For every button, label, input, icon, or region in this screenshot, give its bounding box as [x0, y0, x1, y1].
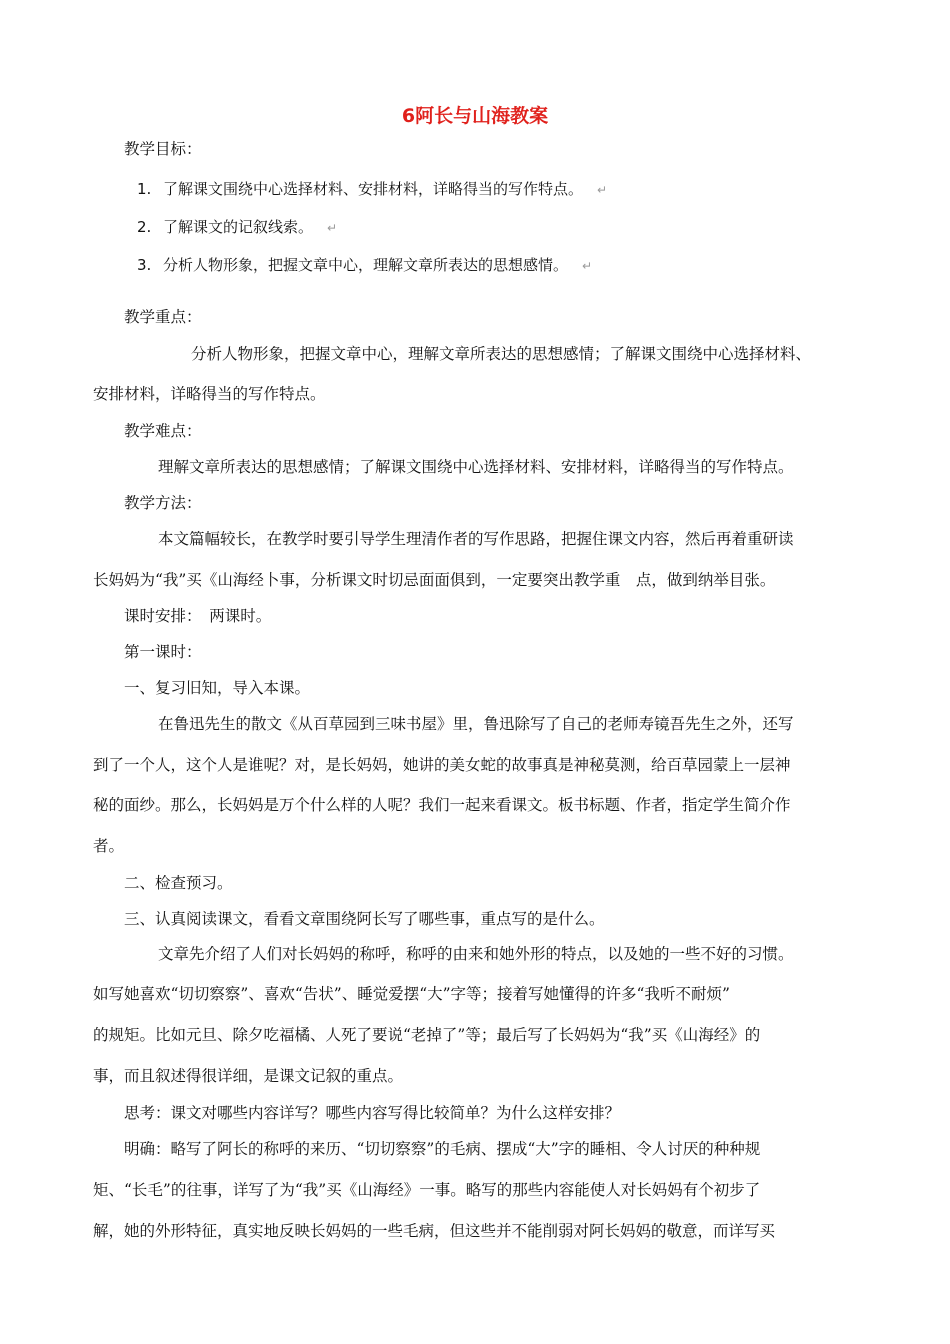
thinking-question: 思考：课文对哪些内容详写？哪些内容写得比较简单？为什么这样安排？: [124, 1104, 621, 1122]
key-points-label: 教学重点：: [124, 308, 202, 326]
paragraph-mark-icon: ↵: [327, 221, 338, 235]
methods-text-continued: 长妈妈为“我”买《山海经卜事，分析课文时切忌面面俱到，一定要突出教学重 点，做到纳举目张。: [93, 571, 776, 589]
step-2-heading: 二、检查预习。: [124, 874, 233, 892]
objective-number: 3.: [137, 256, 152, 274]
objective-text: 了解课文的记叙线索。: [163, 218, 314, 236]
key-points-text-continued: 安排材料，详略得当的写作特点。: [93, 385, 326, 403]
step-1-paragraph-line: 秘的面纱。那么，长妈妈是万个什么样的人呢？我们一起来看课文。板书标题、作者，指定学生简介作: [93, 796, 791, 814]
step-1-paragraph-line: 在鲁迅先生的散文《从百草园到三味书屋》里，鲁迅除写了自己的老师寿镜吾先生之外，还写: [158, 715, 794, 733]
schedule-text: 课时安排： 两课时。: [124, 607, 272, 625]
document-title: 6阿长与山海教案: [401, 105, 549, 127]
methods-text: 本文篇幅较长，在教学时要引导学生理清作者的写作思路，把握住课文内容，然后再着重研读: [158, 530, 794, 548]
objective-item-3: [137, 255, 592, 276]
objective-item-2: [137, 217, 337, 238]
objective-item-1: [137, 179, 607, 200]
clarification-line: 明确：略写了阿长的称呼的来历、“切切察察”的毛病、摆成“大”字的睡相、令人讨厌的种种规: [124, 1140, 761, 1158]
key-points-text: 分析人物形象，把握文章中心，理解文章所表达的思想感情；了解课文围绕中心选择材料、: [191, 345, 812, 363]
step-3-paragraph-line: 如写她喜欢“切切察察”、喜欢“告状”、睡觉爱摆“大”字等；接着写她懂得的许多“我听不耐烦”: [93, 985, 730, 1003]
objective-number: 1.: [137, 180, 152, 198]
first-lesson-heading: 第一课时：: [124, 643, 202, 661]
step-1-paragraph-line: 到了一个人，这个人是谁呢？对，是长妈妈，她讲的美女蛇的故事真是神秘莫测，给百草园蒙上一层神: [93, 756, 791, 774]
step-3-paragraph-line: 文章先介绍了人们对长妈妈的称呼，称呼的由来和她外形的特点，以及她的一些不好的习惯。: [158, 945, 794, 963]
paragraph-mark-icon: ↵: [582, 259, 593, 273]
clarification-line: 解，她的外形特征，真实地反映长妈妈的一些毛病，但这些并不能削弱对阿长妈妈的敬意，而详写买: [93, 1222, 776, 1240]
objectives-label: 教学目标：: [124, 140, 202, 158]
step-1-paragraph-line: 者。: [93, 837, 125, 855]
difficulties-text: 理解文章所表达的思想感情；了解课文围绕中心选择材料、安排材料，详略得当的写作特点。: [158, 458, 794, 476]
difficulties-label: 教学难点：: [124, 422, 202, 440]
step-3-paragraph-line: 事，而且叙述得很详细，是课文记叙的重点。: [93, 1067, 404, 1085]
objective-text: 了解课文围绕中心选择材料、安排材料，详略得当的写作特点。: [163, 180, 584, 198]
step-3-paragraph-line: 的规矩。比如元旦、除夕吃福橘、人死了要说“老掉了”等；最后写了长妈妈为“我”买《山海经》的: [93, 1026, 761, 1044]
step-3-heading: 三、认真阅读课文，看看文章围绕阿长写了哪些事，重点写的是什么。: [124, 910, 605, 928]
methods-label: 教学方法：: [124, 494, 202, 512]
objective-number: 2.: [137, 218, 152, 236]
clarification-line: 矩、“长毛”的往事，详写了为“我”买《山海经》一事。略写的那些内容能使人对长妈妈有个初步了: [93, 1181, 761, 1199]
paragraph-mark-icon: ↵: [597, 183, 608, 197]
step-1-heading: 一、复习旧知，导入本课。: [124, 679, 311, 697]
objective-text: 分析人物形象，把握文章中心，理解文章所表达的思想感情。: [163, 256, 569, 274]
